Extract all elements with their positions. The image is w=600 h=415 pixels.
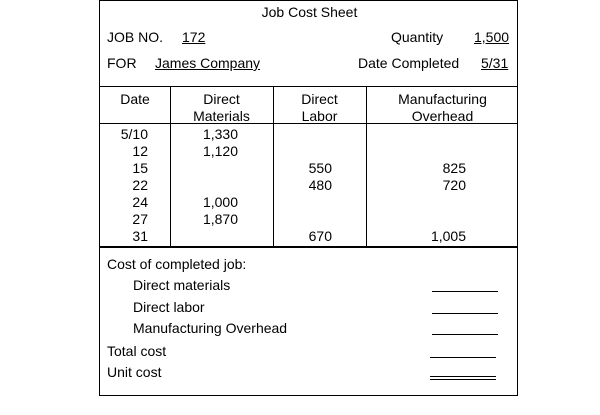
sheet-title: Job Cost Sheet (261, 4, 358, 20)
summary-heading: Cost of completed job: (107, 256, 247, 272)
row-direct-materials: 1,000 (202, 194, 238, 210)
job-cost-sheet (99, 0, 518, 396)
quantity-value: 1,500 (474, 29, 510, 45)
row-overhead: 825 (442, 160, 466, 176)
col-header-dm-2: Materials (193, 108, 250, 124)
blank-direct-materials (432, 291, 498, 292)
date-completed-label: Date Completed (358, 55, 460, 71)
row-date: 22 (132, 177, 148, 193)
table-top-rule (100, 86, 517, 87)
col-header-dl-1: Direct (301, 91, 338, 107)
row-direct-labor: 550 (308, 160, 332, 176)
quantity-label: Quantity (391, 29, 444, 45)
col-header-date: Date (120, 91, 150, 107)
blank-direct-labor (432, 313, 498, 314)
blank-overhead (432, 334, 498, 335)
row-date: 12 (132, 143, 148, 159)
row-date: 27 (132, 211, 148, 227)
job-no-value: 172 (182, 29, 206, 45)
row-direct-materials: 1,870 (202, 211, 238, 227)
blank-total-cost (430, 357, 496, 358)
for-label: FOR (107, 55, 137, 71)
customer-name: James Company (155, 55, 261, 71)
summary-unit-cost: Unit cost (107, 364, 162, 380)
row-date: 24 (132, 194, 148, 210)
row-direct-labor: 480 (308, 177, 332, 193)
summary-direct-labor: Direct labor (133, 299, 205, 315)
col-header-mo-2: Overhead (411, 108, 474, 124)
col-header-dl-2: Labor (301, 108, 338, 124)
job-no-label: JOB NO. (107, 29, 164, 45)
row-direct-labor: 670 (308, 228, 332, 244)
col-header-dm-1: Direct (203, 91, 240, 107)
date-completed-value: 5/31 (481, 55, 509, 71)
blank-unit-cost (430, 376, 496, 380)
row-direct-materials: 1,120 (202, 143, 238, 159)
table-bottom-rule (100, 246, 517, 248)
row-date: 31 (132, 228, 148, 244)
row-overhead: 1,005 (430, 228, 466, 244)
col-header-mo-1: Manufacturing (398, 91, 487, 107)
summary-direct-materials: Direct materials (133, 277, 231, 293)
summary-manufacturing-overhead: Manufacturing Overhead (133, 320, 288, 336)
row-date: 5/10 (120, 126, 148, 142)
summary-total-cost: Total cost (107, 343, 167, 359)
row-overhead: 720 (442, 177, 466, 193)
row-direct-materials: 1,330 (202, 126, 238, 142)
row-date: 15 (132, 160, 148, 176)
